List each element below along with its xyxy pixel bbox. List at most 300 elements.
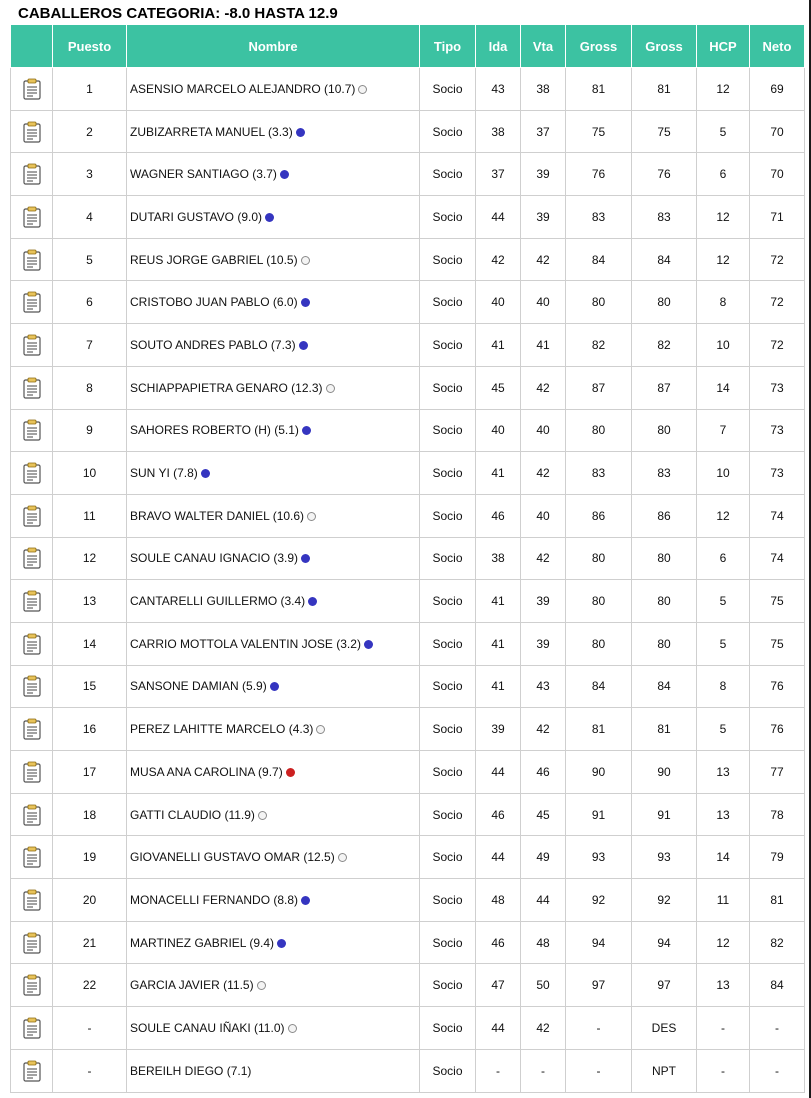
scorecard-icon[interactable] bbox=[23, 636, 41, 650]
scorecard-cell[interactable] bbox=[11, 494, 53, 537]
table-row bbox=[11, 110, 805, 153]
cell-puesto: 20 bbox=[53, 879, 127, 922]
cell-gross1: - bbox=[566, 1007, 632, 1050]
cell-hcp: 5 bbox=[697, 622, 750, 665]
player-name: DUTARI GUSTAVO (9.0) bbox=[130, 209, 263, 224]
cell-tipo: Socio bbox=[420, 68, 476, 111]
header-vta[interactable]: Vta bbox=[521, 25, 566, 68]
cell-tipo: Socio bbox=[420, 580, 476, 623]
cell-puesto: 17 bbox=[53, 751, 127, 794]
cell-ida: 46 bbox=[476, 793, 521, 836]
cell-neto: 75 bbox=[750, 622, 805, 665]
cell-vta: 40 bbox=[521, 409, 566, 452]
status-dot-icon bbox=[286, 768, 295, 777]
scorecard-icon[interactable] bbox=[23, 1063, 41, 1077]
table-row bbox=[11, 281, 805, 324]
cell-nombre bbox=[127, 665, 420, 708]
cell-gross1: 81 bbox=[566, 68, 632, 111]
cell-hcp: 13 bbox=[697, 964, 750, 1007]
table-row bbox=[11, 537, 805, 580]
cell-vta: 40 bbox=[521, 494, 566, 537]
scorecard-icon[interactable] bbox=[23, 337, 41, 351]
cell-gross2: 87 bbox=[632, 366, 697, 409]
cell-ida: 41 bbox=[476, 452, 521, 495]
scorecard-icon[interactable] bbox=[23, 209, 41, 223]
status-dot-icon bbox=[288, 1024, 297, 1033]
status-dot-icon bbox=[299, 341, 308, 350]
cell-tipo: Socio bbox=[420, 836, 476, 879]
cell-hcp: 12 bbox=[697, 196, 750, 239]
table-row bbox=[11, 68, 805, 111]
cell-ida: 41 bbox=[476, 665, 521, 708]
cell-vta: 39 bbox=[521, 196, 566, 239]
cell-puesto: 9 bbox=[53, 409, 127, 452]
scorecard-icon[interactable] bbox=[23, 81, 41, 95]
cell-gross2: 86 bbox=[632, 494, 697, 537]
cell-ida: 44 bbox=[476, 1007, 521, 1050]
cell-tipo: Socio bbox=[420, 452, 476, 495]
scorecard-cell[interactable] bbox=[11, 196, 53, 239]
cell-gross1: 90 bbox=[566, 751, 632, 794]
cell-vta: - bbox=[521, 1049, 566, 1092]
player-name: CANTARELLI GUILLERMO (3.4) bbox=[130, 594, 306, 609]
scorecard-icon[interactable] bbox=[23, 423, 41, 437]
cell-hcp: 14 bbox=[697, 836, 750, 879]
cell-nombre bbox=[127, 196, 420, 239]
player-name: SOUTO ANDRES PABLO (7.3) bbox=[130, 337, 296, 352]
table-row bbox=[11, 665, 805, 708]
cell-nombre bbox=[127, 964, 420, 1007]
status-dot-icon bbox=[316, 725, 325, 734]
cell-neto: 73 bbox=[750, 452, 805, 495]
scorecard-icon[interactable] bbox=[23, 935, 41, 949]
cell-puesto: 22 bbox=[53, 964, 127, 1007]
cell-puesto: 13 bbox=[53, 580, 127, 623]
cell-hcp: 12 bbox=[697, 921, 750, 964]
cell-hcp: 5 bbox=[697, 110, 750, 153]
cell-gross1: 84 bbox=[566, 238, 632, 281]
cell-neto: 70 bbox=[750, 153, 805, 196]
cell-hcp: 14 bbox=[697, 366, 750, 409]
status-dot-icon bbox=[296, 128, 305, 137]
status-dot-icon bbox=[326, 384, 335, 393]
cell-puesto: 8 bbox=[53, 366, 127, 409]
header-gross-2[interactable]: Gross bbox=[632, 25, 697, 68]
cell-hcp: 5 bbox=[697, 580, 750, 623]
scorecard-icon[interactable] bbox=[23, 294, 41, 308]
cell-nombre bbox=[127, 1049, 420, 1092]
scorecard-icon[interactable] bbox=[23, 593, 41, 607]
status-dot-icon bbox=[308, 597, 317, 606]
cell-puesto: 2 bbox=[53, 110, 127, 153]
status-dot-icon bbox=[338, 853, 347, 862]
cell-ida: 44 bbox=[476, 836, 521, 879]
cell-vta: 42 bbox=[521, 452, 566, 495]
table-row bbox=[11, 708, 805, 751]
cell-hcp: 7 bbox=[697, 409, 750, 452]
cell-vta: 42 bbox=[521, 708, 566, 751]
status-dot-icon bbox=[257, 981, 266, 990]
cell-neto: 75 bbox=[750, 580, 805, 623]
cell-ida: 46 bbox=[476, 921, 521, 964]
cell-vta: 49 bbox=[521, 836, 566, 879]
cell-gross1: 83 bbox=[566, 196, 632, 239]
cell-vta: 39 bbox=[521, 622, 566, 665]
cell-neto: 84 bbox=[750, 964, 805, 1007]
cell-tipo: Socio bbox=[420, 1007, 476, 1050]
player-name: SANSONE DAMIAN (5.9) bbox=[130, 679, 267, 694]
scorecard-icon[interactable] bbox=[23, 124, 41, 138]
cell-nombre bbox=[127, 836, 420, 879]
header-icon-column bbox=[11, 25, 53, 68]
header-puesto[interactable]: Puesto bbox=[53, 25, 127, 68]
scorecard-icon[interactable] bbox=[23, 764, 41, 778]
scorecard-icon[interactable] bbox=[23, 721, 41, 735]
scorecard-cell[interactable] bbox=[11, 366, 53, 409]
cell-gross2: 92 bbox=[632, 879, 697, 922]
cell-ida: 41 bbox=[476, 324, 521, 367]
scorecard-icon[interactable] bbox=[23, 508, 41, 522]
scorecard-icon[interactable] bbox=[23, 380, 41, 394]
cell-vta: 37 bbox=[521, 110, 566, 153]
results-body bbox=[11, 68, 805, 1093]
cell-neto: 73 bbox=[750, 366, 805, 409]
cell-nombre bbox=[127, 324, 420, 367]
cell-puesto: 4 bbox=[53, 196, 127, 239]
cell-hcp: 12 bbox=[697, 68, 750, 111]
status-dot-icon bbox=[277, 939, 286, 948]
cell-gross2: 83 bbox=[632, 196, 697, 239]
table-row bbox=[11, 153, 805, 196]
cell-neto: 79 bbox=[750, 836, 805, 879]
player-name: SOULE CANAU IÑAKI (11.0) bbox=[130, 1020, 285, 1035]
player-name: SAHORES ROBERTO (H) (5.1) bbox=[130, 423, 299, 438]
cell-tipo: Socio bbox=[420, 708, 476, 751]
cell-nombre bbox=[127, 68, 420, 111]
status-dot-icon bbox=[307, 512, 316, 521]
cell-tipo: Socio bbox=[420, 324, 476, 367]
cell-tipo: Socio bbox=[420, 196, 476, 239]
scorecard-cell[interactable] bbox=[11, 1007, 53, 1050]
cell-hcp: 11 bbox=[697, 879, 750, 922]
cell-gross1: 94 bbox=[566, 921, 632, 964]
cell-neto: 74 bbox=[750, 494, 805, 537]
cell-nombre bbox=[127, 494, 420, 537]
status-dot-icon bbox=[270, 682, 279, 691]
table-row bbox=[11, 366, 805, 409]
cell-vta: 39 bbox=[521, 580, 566, 623]
cell-puesto: 14 bbox=[53, 622, 127, 665]
cell-gross2: 80 bbox=[632, 409, 697, 452]
scorecard-icon[interactable] bbox=[23, 679, 41, 693]
table-row bbox=[11, 324, 805, 367]
scorecard-cell[interactable] bbox=[11, 153, 53, 196]
status-dot-icon bbox=[364, 640, 373, 649]
cell-neto: 81 bbox=[750, 879, 805, 922]
player-name: GATTI CLAUDIO (11.9) bbox=[130, 807, 255, 822]
scorecard-cell[interactable] bbox=[11, 452, 53, 495]
cell-tipo: Socio bbox=[420, 110, 476, 153]
cell-hcp: 12 bbox=[697, 494, 750, 537]
cell-gross2: 80 bbox=[632, 281, 697, 324]
scorecard-cell[interactable] bbox=[11, 879, 53, 922]
cell-puesto: 18 bbox=[53, 793, 127, 836]
cell-gross1: 92 bbox=[566, 879, 632, 922]
table-row bbox=[11, 494, 805, 537]
scorecard-cell[interactable] bbox=[11, 921, 53, 964]
scorecard-icon[interactable] bbox=[23, 849, 41, 863]
status-dot-icon bbox=[301, 298, 310, 307]
cell-nombre bbox=[127, 366, 420, 409]
cell-ida: 48 bbox=[476, 879, 521, 922]
cell-vta: 38 bbox=[521, 68, 566, 111]
table-row bbox=[11, 409, 805, 452]
cell-hcp: 10 bbox=[697, 324, 750, 367]
cell-hcp: - bbox=[697, 1007, 750, 1050]
cell-gross1: 83 bbox=[566, 452, 632, 495]
scorecard-cell[interactable] bbox=[11, 238, 53, 281]
cell-gross1: - bbox=[566, 1049, 632, 1092]
cell-neto: 72 bbox=[750, 324, 805, 367]
player-name: MONACELLI FERNANDO (8.8) bbox=[130, 892, 299, 907]
cell-puesto: 11 bbox=[53, 494, 127, 537]
cell-neto: 74 bbox=[750, 537, 805, 580]
cell-nombre bbox=[127, 622, 420, 665]
cell-hcp: 12 bbox=[697, 238, 750, 281]
scorecard-cell[interactable] bbox=[11, 708, 53, 751]
cell-ida: 43 bbox=[476, 68, 521, 111]
cell-tipo: Socio bbox=[420, 879, 476, 922]
cell-nombre bbox=[127, 452, 420, 495]
table-row bbox=[11, 580, 805, 623]
player-name: SOULE CANAU IGNACIO (3.9) bbox=[130, 551, 299, 566]
player-name: REUS JORGE GABRIEL (10.5) bbox=[130, 252, 298, 267]
player-name: WAGNER SANTIAGO (3.7) bbox=[130, 167, 277, 182]
scorecard-icon[interactable] bbox=[23, 166, 41, 180]
cell-nombre bbox=[127, 409, 420, 452]
scorecard-cell[interactable] bbox=[11, 324, 53, 367]
cell-gross1: 80 bbox=[566, 281, 632, 324]
scorecard-icon[interactable] bbox=[23, 551, 41, 565]
cell-neto: 73 bbox=[750, 409, 805, 452]
cell-puesto: 6 bbox=[53, 281, 127, 324]
cell-ida: 38 bbox=[476, 537, 521, 580]
cell-gross2: 82 bbox=[632, 324, 697, 367]
cell-puesto: 19 bbox=[53, 836, 127, 879]
cell-puesto: 5 bbox=[53, 238, 127, 281]
scorecard-cell[interactable] bbox=[11, 281, 53, 324]
header-hcp[interactable]: HCP bbox=[697, 25, 750, 68]
cell-neto: 77 bbox=[750, 751, 805, 794]
cell-nombre bbox=[127, 751, 420, 794]
cell-gross1: 80 bbox=[566, 580, 632, 623]
cell-tipo: Socio bbox=[420, 494, 476, 537]
cell-ida: 46 bbox=[476, 494, 521, 537]
table-row bbox=[11, 238, 805, 281]
scorecard-cell[interactable] bbox=[11, 537, 53, 580]
scorecard-icon[interactable] bbox=[23, 977, 41, 991]
cell-gross2: 93 bbox=[632, 836, 697, 879]
cell-vta: 44 bbox=[521, 879, 566, 922]
scorecard-cell[interactable] bbox=[11, 793, 53, 836]
cell-nombre bbox=[127, 1007, 420, 1050]
scorecard-cell[interactable] bbox=[11, 110, 53, 153]
scorecard-cell[interactable] bbox=[11, 665, 53, 708]
scorecard-cell[interactable] bbox=[11, 751, 53, 794]
cell-tipo: Socio bbox=[420, 409, 476, 452]
cell-vta: 40 bbox=[521, 281, 566, 324]
table-row bbox=[11, 921, 805, 964]
scorecard-cell[interactable] bbox=[11, 409, 53, 452]
status-dot-icon bbox=[301, 256, 310, 265]
table-row bbox=[11, 879, 805, 922]
cell-vta: 39 bbox=[521, 153, 566, 196]
cell-tipo: Socio bbox=[420, 238, 476, 281]
cell-puesto: 16 bbox=[53, 708, 127, 751]
scorecard-icon[interactable] bbox=[23, 1020, 41, 1034]
cell-vta: 50 bbox=[521, 964, 566, 1007]
header-neto[interactable]: Neto bbox=[750, 25, 805, 68]
cell-neto: - bbox=[750, 1007, 805, 1050]
status-dot-icon bbox=[301, 896, 310, 905]
status-dot-icon bbox=[301, 554, 310, 563]
cell-tipo: Socio bbox=[420, 751, 476, 794]
table-row bbox=[11, 196, 805, 239]
results-table bbox=[10, 24, 805, 1093]
scorecard-cell[interactable] bbox=[11, 836, 53, 879]
cell-ida: - bbox=[476, 1049, 521, 1092]
cell-nombre bbox=[127, 921, 420, 964]
cell-ida: 45 bbox=[476, 366, 521, 409]
cell-tipo: Socio bbox=[420, 665, 476, 708]
scorecard-cell[interactable] bbox=[11, 1049, 53, 1092]
cell-hcp: 8 bbox=[697, 665, 750, 708]
cell-neto: 76 bbox=[750, 708, 805, 751]
cell-nombre bbox=[127, 153, 420, 196]
cell-neto: 82 bbox=[750, 921, 805, 964]
cell-hcp: - bbox=[697, 1049, 750, 1092]
cell-nombre bbox=[127, 281, 420, 324]
cell-tipo: Socio bbox=[420, 921, 476, 964]
status-dot-icon bbox=[358, 85, 367, 94]
cell-neto: 78 bbox=[750, 793, 805, 836]
cell-gross2: 80 bbox=[632, 580, 697, 623]
cell-vta: 42 bbox=[521, 537, 566, 580]
cell-gross2: 81 bbox=[632, 708, 697, 751]
cell-hcp: 13 bbox=[697, 751, 750, 794]
scorecard-icon[interactable] bbox=[23, 807, 41, 821]
cell-ida: 40 bbox=[476, 281, 521, 324]
cell-ida: 47 bbox=[476, 964, 521, 1007]
cell-gross1: 84 bbox=[566, 665, 632, 708]
cell-gross1: 81 bbox=[566, 708, 632, 751]
player-name: CARRIO MOTTOLA VALENTIN JOSE (3.2) bbox=[130, 636, 361, 651]
table-row bbox=[11, 836, 805, 879]
cell-puesto: 12 bbox=[53, 537, 127, 580]
status-dot-icon bbox=[258, 811, 267, 820]
header-nombre[interactable]: Nombre bbox=[127, 25, 420, 68]
cell-gross2: NPT bbox=[632, 1049, 697, 1092]
cell-puesto: 15 bbox=[53, 665, 127, 708]
header-ida[interactable]: Ida bbox=[476, 25, 521, 68]
player-name: BEREILH DIEGO (7.1) bbox=[130, 1063, 252, 1078]
cell-ida: 37 bbox=[476, 153, 521, 196]
table-row bbox=[11, 751, 805, 794]
cell-gross1: 93 bbox=[566, 836, 632, 879]
page-title: CABALLEROS CATEGORIA: -8.0 HASTA 12.9 bbox=[18, 5, 338, 22]
cell-nombre bbox=[127, 110, 420, 153]
cell-ida: 44 bbox=[476, 751, 521, 794]
cell-hcp: 6 bbox=[697, 537, 750, 580]
cell-hcp: 5 bbox=[697, 708, 750, 751]
cell-hcp: 10 bbox=[697, 452, 750, 495]
scorecard-cell[interactable] bbox=[11, 68, 53, 111]
cell-tipo: Socio bbox=[420, 622, 476, 665]
player-name: ASENSIO MARCELO ALEJANDRO (10.7) bbox=[130, 81, 356, 96]
cell-hcp: 13 bbox=[697, 793, 750, 836]
scorecard-icon[interactable] bbox=[23, 892, 41, 906]
cell-puesto: 3 bbox=[53, 153, 127, 196]
player-name: SCHIAPPAPIETRA GENARO (12.3) bbox=[130, 380, 323, 395]
cell-gross2: 84 bbox=[632, 238, 697, 281]
cell-vta: 45 bbox=[521, 793, 566, 836]
cell-gross2: DES bbox=[632, 1007, 697, 1050]
cell-nombre bbox=[127, 537, 420, 580]
cell-ida: 39 bbox=[476, 708, 521, 751]
table-row bbox=[11, 1007, 805, 1050]
cell-gross1: 76 bbox=[566, 153, 632, 196]
scorecard-icon[interactable] bbox=[23, 252, 41, 266]
header-tipo[interactable]: Tipo bbox=[420, 25, 476, 68]
cell-gross2: 94 bbox=[632, 921, 697, 964]
cell-gross2: 81 bbox=[632, 68, 697, 111]
cell-ida: 41 bbox=[476, 622, 521, 665]
cell-tipo: Socio bbox=[420, 281, 476, 324]
table-row bbox=[11, 622, 805, 665]
table-row bbox=[11, 1049, 805, 1092]
cell-ida: 40 bbox=[476, 409, 521, 452]
scorecard-icon[interactable] bbox=[23, 465, 41, 479]
cell-hcp: 8 bbox=[697, 281, 750, 324]
cell-gross1: 80 bbox=[566, 409, 632, 452]
cell-ida: 44 bbox=[476, 196, 521, 239]
header-row bbox=[11, 25, 805, 68]
cell-gross2: 91 bbox=[632, 793, 697, 836]
cell-vta: 48 bbox=[521, 921, 566, 964]
cell-gross2: 83 bbox=[632, 452, 697, 495]
cell-neto: - bbox=[750, 1049, 805, 1092]
cell-gross2: 76 bbox=[632, 153, 697, 196]
cell-nombre bbox=[127, 708, 420, 751]
cell-neto: 70 bbox=[750, 110, 805, 153]
header-gross[interactable]: Gross bbox=[566, 25, 632, 68]
cell-gross2: 75 bbox=[632, 110, 697, 153]
scorecard-cell[interactable] bbox=[11, 580, 53, 623]
cell-gross1: 80 bbox=[566, 537, 632, 580]
cell-gross1: 82 bbox=[566, 324, 632, 367]
cell-hcp: 6 bbox=[697, 153, 750, 196]
cell-neto: 71 bbox=[750, 196, 805, 239]
cell-vta: 42 bbox=[521, 238, 566, 281]
cell-tipo: Socio bbox=[420, 153, 476, 196]
scorecard-cell[interactable] bbox=[11, 622, 53, 665]
cell-gross2: 84 bbox=[632, 665, 697, 708]
scorecard-cell[interactable] bbox=[11, 964, 53, 1007]
table-row bbox=[11, 793, 805, 836]
player-name: PEREZ LAHITTE MARCELO (4.3) bbox=[130, 722, 314, 737]
table-row bbox=[11, 964, 805, 1007]
cell-nombre bbox=[127, 879, 420, 922]
